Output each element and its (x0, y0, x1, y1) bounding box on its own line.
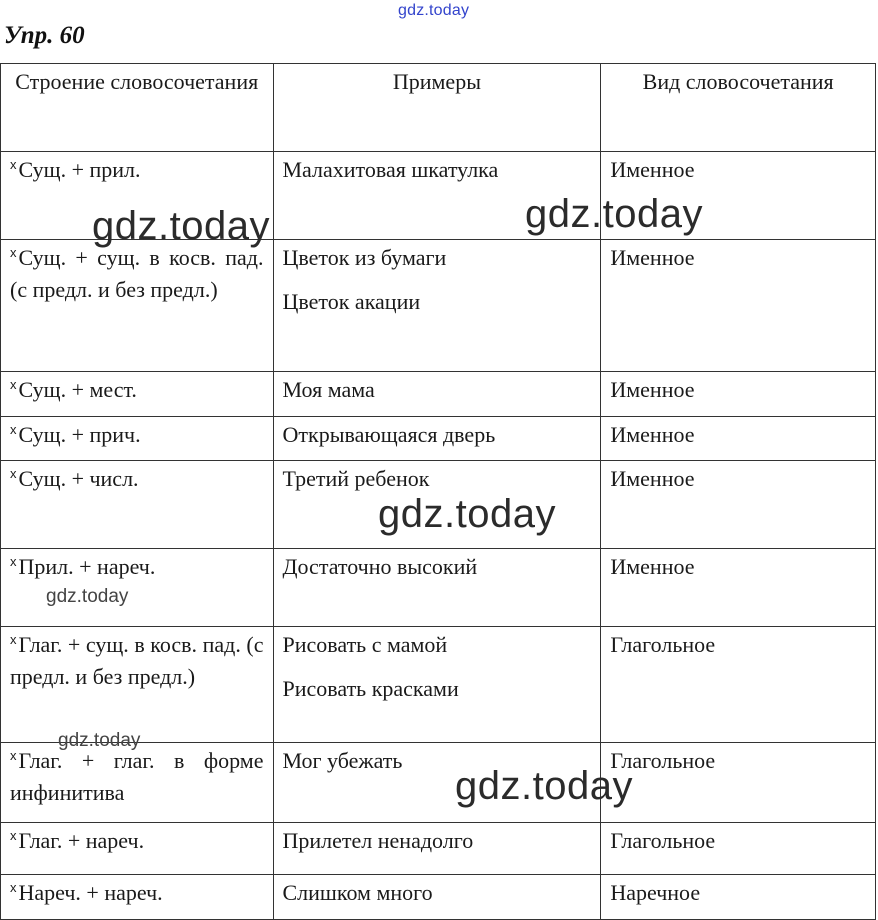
column-header-type: Вид словосочетания (601, 64, 876, 152)
structure-cell (1, 372, 274, 417)
example-phrase: Слишком много (282, 880, 433, 905)
structure-text: Сущ. + сущ. в косв. пад. (с предл. и без предл.) (10, 245, 264, 302)
phrase-type-cell: Наречное (601, 875, 876, 920)
examples-cell (273, 627, 601, 743)
structure-cell (1, 240, 274, 372)
structure-cell (1, 152, 274, 240)
structure-text: Прил. + нареч. (18, 554, 156, 579)
examples-cell (273, 372, 601, 417)
phrase-type-cell: Глагольное (601, 743, 876, 823)
example-phrase: Цветок из бумаги (282, 245, 447, 270)
example-phrase: Третий ребенок (282, 466, 430, 491)
examples-cell (273, 549, 601, 627)
exercise-title: Упр. 60 (4, 22, 85, 49)
phrase-type-cell: Именное (601, 152, 876, 240)
column-header-examples: Примеры (273, 64, 601, 152)
watermark: gdz.today (92, 204, 270, 248)
structure-text: Сущ. + числ. (18, 466, 139, 491)
examples-cell (273, 875, 601, 920)
table-row (1, 152, 876, 240)
phrase-type-cell: Именное (601, 549, 876, 627)
table-row (1, 240, 876, 372)
example-phrase: Мог убежать (282, 748, 403, 773)
row-marker: x (10, 156, 17, 172)
table-row (1, 875, 876, 920)
phrase-type-cell: Глагольное (601, 627, 876, 743)
table-row (1, 417, 876, 461)
phrase-structure-table (0, 63, 876, 920)
table-row (1, 549, 876, 627)
phrase-type-cell: Именное (601, 240, 876, 372)
row-marker: x (10, 376, 17, 392)
row-marker: x (10, 879, 17, 895)
structure-text: Глаг. + глаг. в форме инфинитива (10, 748, 264, 805)
structure-text: Сущ. + прил. (18, 157, 141, 182)
structure-text: Сущ. + мест. (18, 377, 137, 402)
examples-cell (273, 743, 601, 823)
row-marker: x (10, 421, 17, 437)
phrase-type-cell: Именное (601, 417, 876, 461)
examples-cell (273, 417, 601, 461)
watermark: gdz.today (455, 764, 633, 808)
structure-text: Глаг. + нареч. (18, 828, 145, 853)
example-phrase: Цветок акации (282, 288, 421, 314)
row-marker: x (10, 553, 17, 569)
table-row (1, 627, 876, 743)
table-row (1, 743, 876, 823)
header-watermark: gdz.today (398, 2, 470, 19)
structure-cell (1, 743, 274, 823)
structure-cell (1, 549, 274, 627)
example-phrase: Достаточно высокий (282, 554, 478, 579)
watermark: gdz.today (46, 586, 129, 607)
watermark: gdz.today (525, 192, 703, 236)
structure-cell (1, 461, 274, 549)
row-marker: x (10, 465, 17, 481)
phrase-type-cell: Именное (601, 372, 876, 417)
table-row (1, 372, 876, 417)
row-marker: x (10, 631, 17, 647)
examples-cell (273, 461, 601, 549)
structure-cell (1, 417, 274, 461)
example-phrase: Рисовать красками (282, 675, 459, 701)
watermark: gdz.today (58, 730, 141, 751)
example-phrase: Прилетел ненадолго (282, 828, 474, 853)
example-phrase: Открывающаяся дверь (282, 422, 496, 447)
table-body (1, 152, 876, 920)
structure-cell (1, 627, 274, 743)
examples-cell (273, 240, 601, 372)
column-header-structure: Строение словосочетания (1, 64, 274, 152)
row-marker: x (10, 244, 17, 260)
structure-cell (1, 875, 274, 920)
row-marker: x (10, 747, 17, 763)
phrase-type-cell: Глагольное (601, 823, 876, 875)
example-phrase: Рисовать с мамой (282, 632, 448, 657)
structure-text: Нареч. + нареч. (18, 880, 163, 905)
structure-text: Сущ. + прич. (18, 422, 141, 447)
watermark: gdz.today (378, 492, 556, 536)
example-phrase: Малахитовая шкатулка (282, 157, 499, 182)
row-marker: x (10, 827, 17, 843)
table-header-row (1, 64, 876, 152)
examples-cell (273, 152, 601, 240)
table-row (1, 823, 876, 875)
structure-cell (1, 823, 274, 875)
examples-cell (273, 823, 601, 875)
structure-text: Глаг. + сущ. в косв. пад. (с предл. и без предл.) (10, 632, 264, 689)
phrase-type-cell: Именное (601, 461, 876, 549)
table-row (1, 461, 876, 549)
example-phrase: Моя мама (282, 377, 375, 402)
